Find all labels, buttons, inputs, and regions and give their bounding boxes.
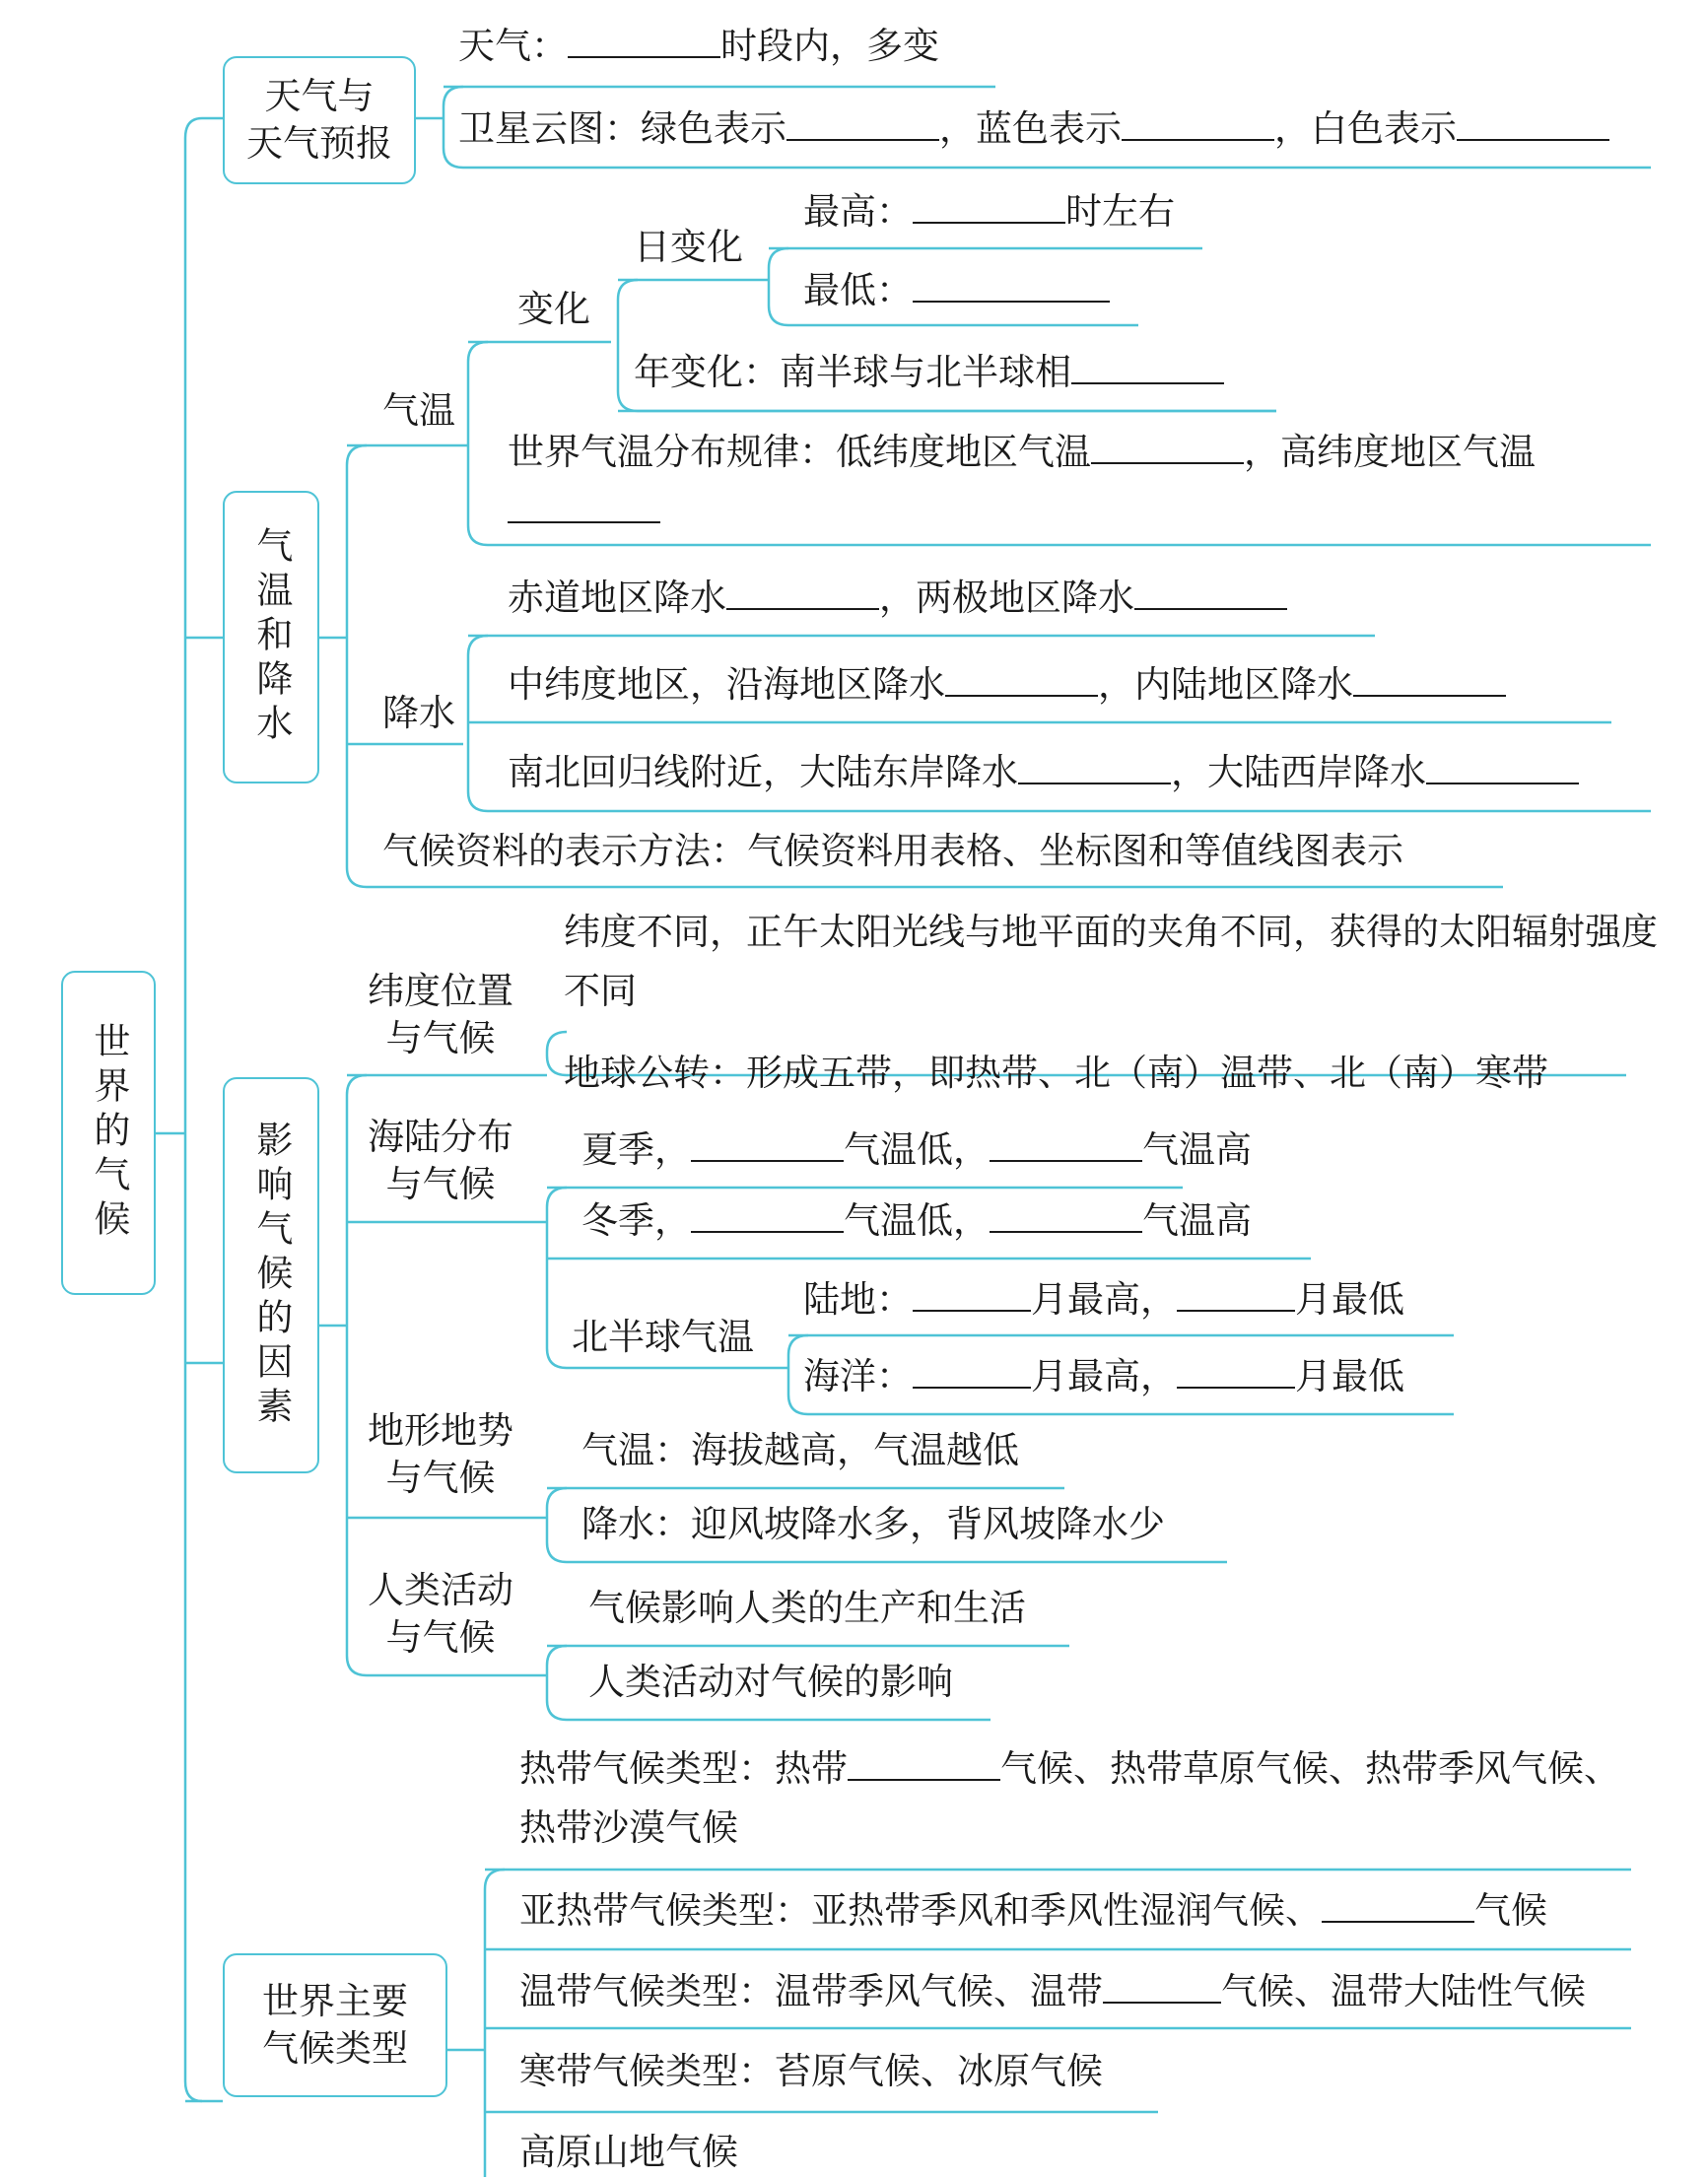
weather-branch-title: 天气与 天气预报 (246, 74, 392, 165)
precip-midlatitude: 中纬度地区，沿海地区降水 ，内陆地区降水 (508, 658, 1506, 712)
satellite-cloud-map: 卫星云图：绿色表示 ，蓝色表示 ，白色表示 (458, 102, 1609, 156)
sea-land-factor-label: 海陆分布 与气候 (368, 1116, 513, 1206)
annual-change: 年变化：南半球与北半球相 (634, 346, 1224, 399)
weather-branch-node (223, 56, 416, 184)
winter-temperature: 冬季， 气温低， 气温高 (581, 1194, 1252, 1248)
terrain-precipitation: 降水：迎风坡降水多，背风坡降水少 (581, 1503, 1165, 1545)
temperate-climate-types: 温带气候类型：温带季风气候、温带 气候、温带大陆性气候 (519, 1965, 1586, 2018)
precip-equator-poles: 赤道地区降水 ，两极地区降水 (508, 572, 1287, 625)
precipitation-label: 降水 (382, 692, 455, 734)
root-node (61, 971, 156, 1295)
temperature-distribution-blank (508, 485, 660, 538)
human-activity-factor-label: 人类活动 与气候 (368, 1569, 513, 1660)
climate-affects-humans: 气候影响人类的生产和生活 (588, 1587, 1026, 1629)
terrain-factor-label: 地形地势 与气候 (368, 1409, 513, 1500)
terrain-temperature: 气温：海拔越高，气温越低 (581, 1429, 1019, 1471)
temp-precip-branch-node (223, 491, 319, 783)
factors-branch-title: 影响气候的因素 (249, 1120, 293, 1431)
humans-affect-climate: 人类活动对气候的影响 (588, 1661, 953, 1703)
highland-climate: 高原山地气候 (519, 2131, 738, 2173)
temp-precip-branch-title: 气温和降水 (249, 526, 293, 748)
precip-tropics: 南北回归线附近，大陆东岸降水 ，大陆西岸降水 (508, 746, 1579, 799)
change-label: 变化 (517, 288, 590, 330)
climate-types-branch-title: 世界主要 气候类型 (262, 1979, 408, 2070)
daily-lowest: 最低： (803, 264, 1110, 317)
climate-types-branch-node (223, 1953, 447, 2097)
climate-data-representation: 气候资料的表示方法：气候资料用表格、坐标图和等值线图表示 (382, 830, 1403, 872)
temperature-distribution: 世界气温分布规律：低纬度地区气温 ，高纬度地区气温 (508, 426, 1536, 479)
latitude-sun-angle: 纬度不同，正午太阳光线与地平面的夹角不同，获得的太阳辐射强度不同 (564, 911, 1658, 1012)
tropical-climate-types: 热带气候类型：热带 气候、热带草原气候、热带季风气候、热带沙漠气候 (519, 1739, 1633, 1858)
latitude-factor-label: 纬度位置 与气候 (368, 970, 513, 1060)
daily-change-label: 日变化 (634, 226, 743, 268)
northern-hemisphere-temp-label: 北半球气温 (572, 1316, 754, 1358)
weather-definition: 天气： 时段内，多变 (458, 20, 939, 73)
temperature-label: 气温 (382, 389, 455, 432)
factors-branch-node (223, 1077, 319, 1473)
subtropical-climate-types: 亚热带气候类型：亚热带季风和季风性湿润气候、 气候 (519, 1884, 1547, 1938)
frigid-climate-types: 寒带气候类型：苔原气候、冰原气候 (519, 2050, 1103, 2092)
summer-temperature: 夏季， 气温低， 气温高 (581, 1124, 1252, 1177)
daily-highest: 最高： 时左右 (803, 185, 1175, 238)
root-title: 世界的气候 (87, 1022, 130, 1244)
land-temperature-months: 陆地： 月最高， 月最低 (803, 1273, 1404, 1327)
ocean-temperature-months: 海洋： 月最高， 月最低 (803, 1350, 1404, 1403)
earth-revolution-zones: 地球公转：形成五带，即热带、北（南）温带、北（南）寒带 (564, 1052, 1548, 1094)
